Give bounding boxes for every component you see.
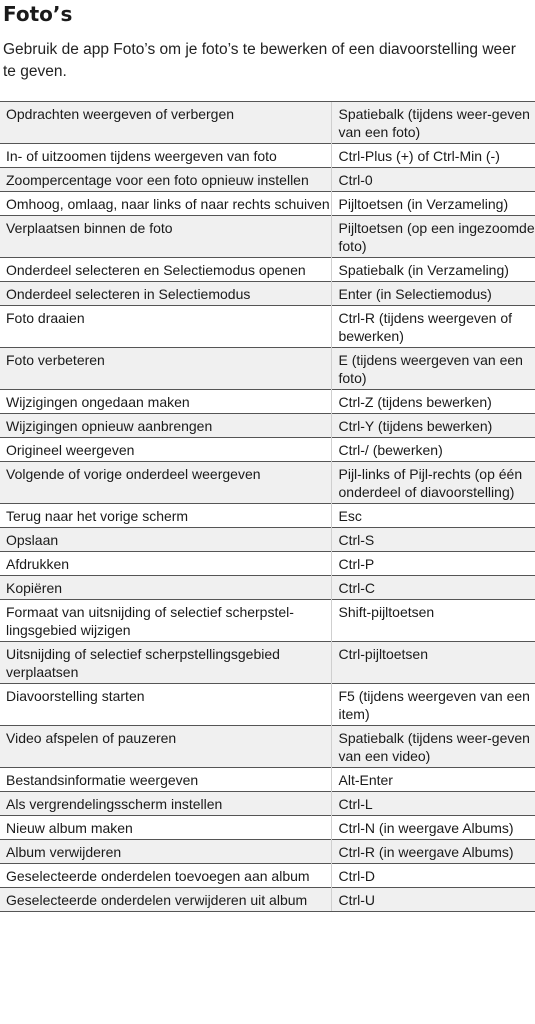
action-cell: Nieuw album maken [0,816,331,840]
action-cell: Uitsnijding of selectief scherpstellingsgebied verplaatsen [0,642,331,684]
table-row [0,348,535,390]
shortcut-cell: E (tijdens weergeven van een foto) [331,348,535,390]
shortcut-cell: Spatiebalk (in Verzameling) [331,258,535,282]
table-row [0,282,535,306]
table-row [0,726,535,768]
table-row [0,102,535,144]
table-row [0,438,535,462]
action-cell: Geselecteerde onderdelen verwijderen uit album [0,888,331,912]
table-row [0,528,535,552]
shortcut-cell: Ctrl-R (tijdens weergeven of bewerken) [331,306,535,348]
table-row [0,768,535,792]
action-cell: In- of uitzoomen tijdens weergeven van foto [0,144,331,168]
action-cell: Onderdeel selecteren en Selectiemodus openen [0,258,331,282]
shortcut-cell: Esc [331,504,535,528]
shortcut-cell: Pijltoetsen (op een ingezoomde foto) [331,216,535,258]
table-row [0,414,535,438]
table-row [0,504,535,528]
action-cell: Formaat van uitsnijding of selectief scherpstel-lingsgebied wijzigen [0,600,331,642]
table-row [0,816,535,840]
page-title: Foto’s [3,2,73,26]
shortcut-cell: Ctrl-P [331,552,535,576]
action-cell: Wijzigingen opnieuw aanbrengen [0,414,331,438]
action-cell: Terug naar het vorige scherm [0,504,331,528]
table-row [0,462,535,504]
action-cell: Volgende of vorige onderdeel weergeven [0,462,331,504]
shortcut-cell: Pijl-links of Pijl-rechts (op één onderdeel of diavoorstelling) [331,462,535,504]
table-row [0,390,535,414]
shortcut-cell: Pijltoetsen (in Verzameling) [331,192,535,216]
action-cell: Verplaatsen binnen de foto [0,216,331,258]
shortcut-cell: Ctrl-S [331,528,535,552]
action-cell: Wijzigingen ongedaan maken [0,390,331,414]
action-cell: Kopiëren [0,576,331,600]
table-row [0,642,535,684]
table-row [0,306,535,348]
table-row [0,600,535,642]
shortcut-cell: Ctrl-Plus (+) of Ctrl-Min (-) [331,144,535,168]
shortcut-cell: Ctrl-L [331,792,535,816]
shortcut-table [0,101,535,912]
table-row [0,864,535,888]
action-cell: Onderdeel selecteren in Selectiemodus [0,282,331,306]
action-cell: Foto draaien [0,306,331,348]
table-row [0,792,535,816]
table-row [0,192,535,216]
action-cell: Bestandsinformatie weergeven [0,768,331,792]
intro-paragraph: Gebruik de app Foto’s om je foto’s te bewerken of een diavoorstelling weer te geven. [3,41,516,80]
action-cell: Opdrachten weergeven of verbergen [0,102,331,144]
action-cell: Zoompercentage voor een foto opnieuw instellen [0,168,331,192]
shortcut-cell: Ctrl-Z (tijdens bewerken) [331,390,535,414]
table-row [0,168,535,192]
action-cell: Als vergrendelingsscherm instellen [0,792,331,816]
table-row [0,216,535,258]
table-row [0,258,535,282]
shortcut-cell: Spatiebalk (tijdens weer-geven van een video) [331,726,535,768]
action-cell: Opslaan [0,528,331,552]
shortcut-cell: Ctrl-0 [331,168,535,192]
table-row [0,840,535,864]
table-row [0,888,535,912]
table-row [0,552,535,576]
shortcut-cell: Enter (in Selectiemodus) [331,282,535,306]
shortcut-cell: F5 (tijdens weergeven van een item) [331,684,535,726]
action-cell: Foto verbeteren [0,348,331,390]
shortcut-cell: Ctrl-U [331,888,535,912]
table-row [0,576,535,600]
action-cell: Omhoog, omlaag, naar links of naar rechts schuiven [0,192,331,216]
action-cell: Origineel weergeven [0,438,331,462]
shortcut-cell: Ctrl-R (in weergave Albums) [331,840,535,864]
action-cell: Geselecteerde onderdelen toevoegen aan album [0,864,331,888]
action-cell: Video afspelen of pauzeren [0,726,331,768]
shortcut-cell: Ctrl-D [331,864,535,888]
action-cell: Album verwijderen [0,840,331,864]
table-row [0,144,535,168]
shortcut-cell: Ctrl-pijltoetsen [331,642,535,684]
shortcut-cell: Ctrl-C [331,576,535,600]
shortcut-cell: Alt-Enter [331,768,535,792]
shortcut-cell: Ctrl-/ (bewerken) [331,438,535,462]
table-row [0,684,535,726]
shortcut-cell: Shift-pijltoetsen [331,600,535,642]
action-cell: Diavoorstelling starten [0,684,331,726]
shortcut-cell: Ctrl-N (in weergave Albums) [331,816,535,840]
action-cell: Afdrukken [0,552,331,576]
shortcut-cell: Ctrl-Y (tijdens bewerken) [331,414,535,438]
shortcut-cell: Spatiebalk (tijdens weer-geven van een foto) [331,102,535,144]
